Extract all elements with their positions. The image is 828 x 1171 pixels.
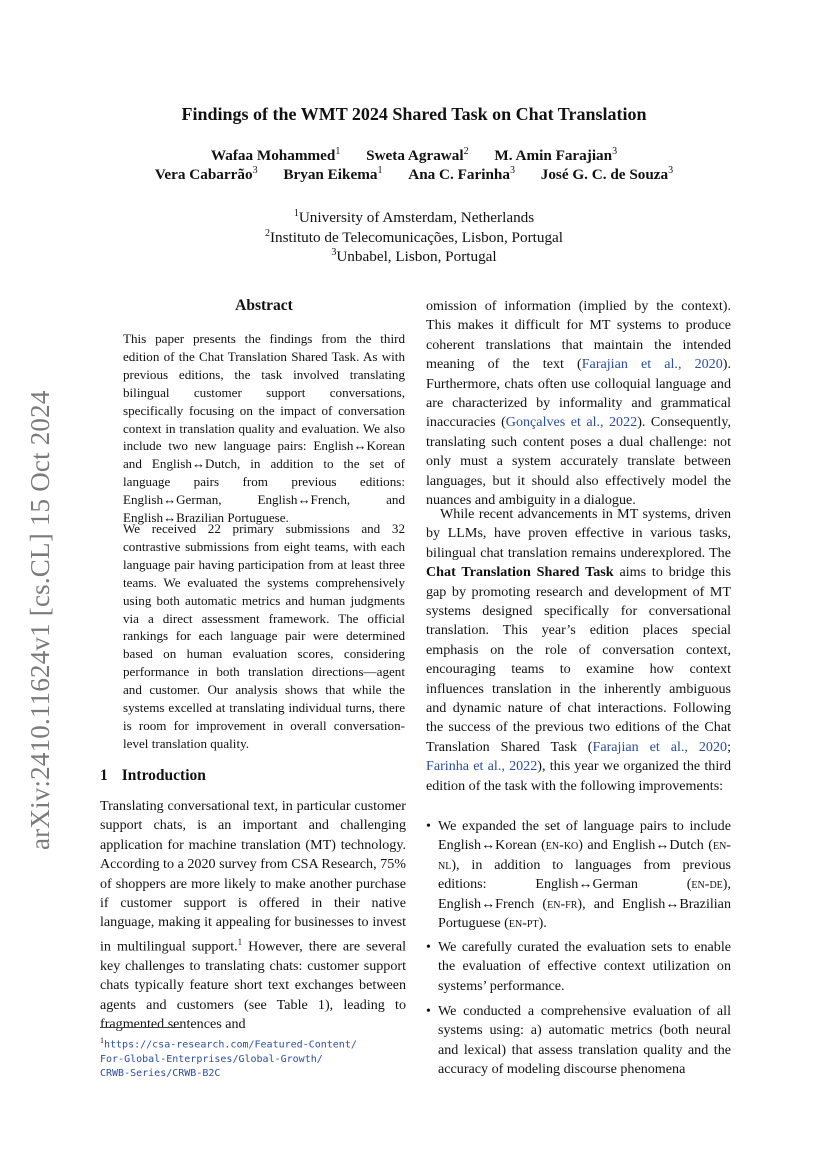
list-item: • We expanded the set of language pairs to include English↔Korean (en-ko) and English↔Dutch (en-nl), in addition to languages from previous editions: English↔German (en-de), English↔French (en-fr), and English↔Brazilian Portuguese (en-pt). <box>426 818 731 932</box>
author-line-1 <box>0 146 828 165</box>
author-name: Ana C. Farinha$^3$ <box>408 165 515 184</box>
author-name: José G. C. de Souza$^3$ <box>540 165 674 184</box>
body-paragraph: omission of information (implied by the context). This makes it difficult for MT systems to produce coherent translations that maintain the intended meaning of the text (Farajian et al., 2020). Furthermore, chats often use colloquial language and are characterized by informality and grammatical inaccuracies (Gonçalves et al., 2022). Consequently, translating such content poses a dual challenge: not only must a system accurately translate between languages, but it should also effectively model the nuances and ambiguity in a dialogue. <box>426 298 731 509</box>
citation-link[interactable]: Gonçalves et al., 2022 <box>505 414 638 431</box>
affiliation: $^1$University of Amsterdam, Netherlands <box>293 208 535 227</box>
footnote: $^1$https://csa-research.com/Featured-Content/ For-Global-Enterprises/Global-Growth/ CRWB-Series/CRWB-B2C <box>100 1034 400 1082</box>
paper-title: Findings of the WMT 2024 Shared Task on Chat Translation <box>181 104 647 124</box>
footnote-marker[interactable]: 1 <box>237 936 243 947</box>
body-paragraph: While recent advancements in MT systems, driven by LLMs, have proven effective in various tasks, bilingual chat translation remains underexplored. The Chat Translation Shared Task aims to bridge this gap by promoting research and development of MT systems designed specifically for conversational translation. This year’s edition places special emphasis on the role of conversation context, encouraging teams to examine how context influences translation in the inherently ambiguous and dynamic nature of chat interactions. Following the success of the previous two editions of the Chat Translation Shared Task (Farajian et al., 2020; Farinha et al., 2022), this year we organized the third edition of the task with the following improvements: <box>426 506 731 794</box>
author-name: Vera Cabarrão$^3$ <box>154 165 258 184</box>
list-item: • We carefully curated the evaluation sets to enable the evaluation of effective context utilization on systems’ performance. <box>426 939 731 994</box>
bullet-icon: • <box>426 1003 431 1019</box>
citation-link[interactable]: Farinha et al., 2022 <box>426 758 538 775</box>
citation-link[interactable]: Farajian et al., 2020 <box>581 356 723 373</box>
author-line-2 <box>0 165 828 184</box>
affiliation: $^2$Instituto de Telecomunicações, Lisbon, Portugal <box>264 228 564 247</box>
abstract-paragraph: This paper presents the findings from the third edition of the Chat Translation Shared Task. As with previous editions, the task involved translating bilingual customer support conversations, specifically focusing on the impact of conversation context in translation quality and evaluation. We also include two new language pairs: English↔Korean and English↔Dutch, in addition to the set of language pairs from previous editions: English↔German, English↔French, and English↔Brazilian Portuguese. <box>123 331 405 526</box>
affiliation: $^3$Unbabel, Lisbon, Portugal <box>331 247 497 266</box>
author-name: Bryan Eikema$^1$ <box>283 165 383 184</box>
bullet-icon: • <box>426 939 431 955</box>
footnote-url[interactable]: https://csa-research.com/Featured-Content/ <box>104 1039 357 1051</box>
footnote-url[interactable]: CRWB-Series/CRWB-B2C <box>100 1068 221 1080</box>
author-name: Wafaa Mohammed$^1$ <box>210 146 341 165</box>
bullet-icon: • <box>426 818 431 834</box>
footnote-url[interactable]: For-Global-Enterprises/Global-Growth/ <box>100 1053 323 1065</box>
author-name: Sweta Agrawal$^2$ <box>366 146 469 165</box>
author-name: M. Amin Farajian$^3$ <box>494 146 618 165</box>
footnote-divider <box>100 1027 182 1028</box>
arxiv-stamp: arXiv:2410.11624v1 [cs.CL] 15 Oct 2024 <box>25 390 55 850</box>
citation-link[interactable]: Farajian et al., 2020 <box>592 738 728 755</box>
abstract-paragraph: We received 22 primary submissions and 32 contrastive submissions from eight teams, with each language pair having participation from at least three teams. We evaluated the systems comprehensively using both automatic metrics and human judgments via a direct assessment framework. The official rankings for each language pair were determined based on human evaluation scores, considering performance in both translation directions—agent and customer. Our analysis shows that while the systems excelled at translating individual turns, there is room for improvement in overall conversation-level translation quality. <box>123 521 405 751</box>
body-paragraph: Translating conversational text, in particular customer support chats, is an important and challenging application for machine translation (MT) technology. According to a 2020 survey from CSA Research, 75% of shoppers are more likely to make another purchase if customer support is offered in their native language, making it appealing for businesses to invest in multilingual support.$^1$ However, there are several key challenges to translating chats: customer support chats typically feature short text exchanges between agents and customers (see Table 1), leading to fragmented sentences and <box>100 798 406 1033</box>
section-heading: 1 Introduction <box>100 767 206 784</box>
list-item: • We conducted a comprehensive evaluation of all systems using: a) automatic metrics (both neural and lexical) that assess translation quality and the accuracy of modeling discourse phenomena <box>426 1003 731 1078</box>
abstract-heading: Abstract <box>235 297 293 314</box>
